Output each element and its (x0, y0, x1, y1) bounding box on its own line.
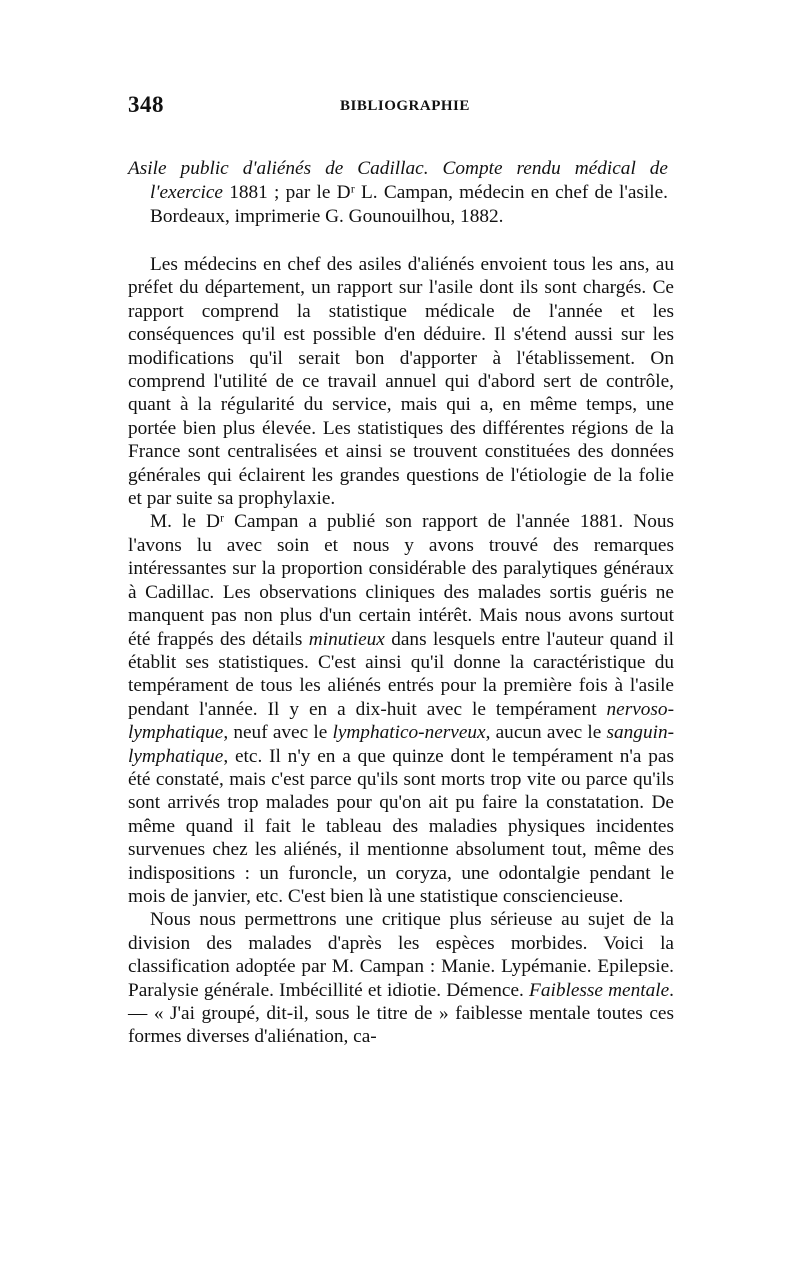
text-segment: Nous nous permettrons une critique plus sérieuse au sujet de la division des malades d'après les espèces morbides. Voici la classification adoptée par M. Campan : Manie. Lypémanie. Epilepsie. Paralysie générale. Imbécillité et idiotie. Démence. (128, 909, 674, 1001)
paragraph (128, 510, 674, 908)
text-segment: dans lesquels entre l'auteur quand il établit ses statistiques. C'est ainsi qu'il donne la caractéristique du tempérament de tous les aliénés entrés pour la première fois à l'asile pendant l'année. Il y en a dix-huit avec le tempérament (128, 628, 674, 720)
italic-term: minutieux (308, 628, 385, 650)
citation-details: 1881 ; par le Dʳ L. Campan, médecin en chef de l'asile. Bordeaux, imprimerie G. Gounouilhou, 1882. (150, 182, 668, 227)
text-segment: , neuf avec le (223, 722, 333, 744)
page-number: 348 (128, 92, 164, 117)
text-segment: , etc. Il n'y en a que quinze dont le tempérament n'a pas été constaté, mais c'est parce qu'ils sont morts trop vite ou parce qu'ils sont arrivés trop malades pour qu'on ait pu faire la constatation. De même quand il fait le tableau des maladies physiques incidentes survenues chez les aliénés, il mentionne absolument tout, même des indispositions : un furoncle, un coryza, une odontalgie pendant le mois de janvier, etc. C'est bien là une statistique consciencieuse. (128, 745, 674, 907)
bibliographic-citation (128, 157, 668, 229)
italic-term: nervoso-lymphatique (128, 698, 674, 744)
paragraph (128, 253, 674, 510)
citation-title: Asile public d'aliénés de Cadillac. Compte rendu médical de l'exercice (128, 158, 668, 203)
italic-term: Faiblesse mentale (529, 979, 670, 1001)
citation-entry (128, 157, 668, 229)
text-segment: M. le Dʳ Campan a publié son rapport de l'année 1881. Nous l'avons lu avec soin et nous y avons trouvé des remarques intéressantes sur la proportion considérable des paralytiques généraux à Cadillac. Les observations cliniques des malades sortis guéris ne manquent pas non plus d'un certain intérêt. Mais nous avons surtout été frappés des détails (128, 511, 674, 650)
page-header (128, 92, 674, 122)
paragraph (128, 908, 674, 1048)
text-segment: Les médecins en chef des asiles d'aliénés envoient tous les ans, au préfet du département, un rapport sur l'asile dont ils sont chargés. Ce rapport comprend la statistique médicale de l'année et les conséquences qu'il est possible d'en déduire. Il s'étend aussi sur les modifications qu'il serait bon d'apporter à l'établissement. On comprend l'utilité de ce travail annuel qui d'abord sert de contrôle, quant à la régularité du service, mais qui a, en même temps, une portée bien plus élevée. Les statistiques des différentes régions de la France sont centralisées et ainsi se trouvent constituées des données générales qui éclairent les grandes questions de l'étiologie de la folie et par suite sa prophylaxie. (128, 254, 674, 510)
text-segment: , aucun avec le (485, 722, 607, 744)
running-head: BIBLIOGRAPHIE (340, 98, 470, 114)
article-body (128, 253, 674, 1049)
italic-term: sanguin-lymphatique (128, 722, 674, 767)
italic-term: lymphatico-nerveux (332, 722, 486, 744)
text-segment: . — « J'ai groupé, dit-il, sous le titre de » faiblesse mentale toutes ces formes diverses d'aliénation, ca- (128, 979, 674, 1048)
